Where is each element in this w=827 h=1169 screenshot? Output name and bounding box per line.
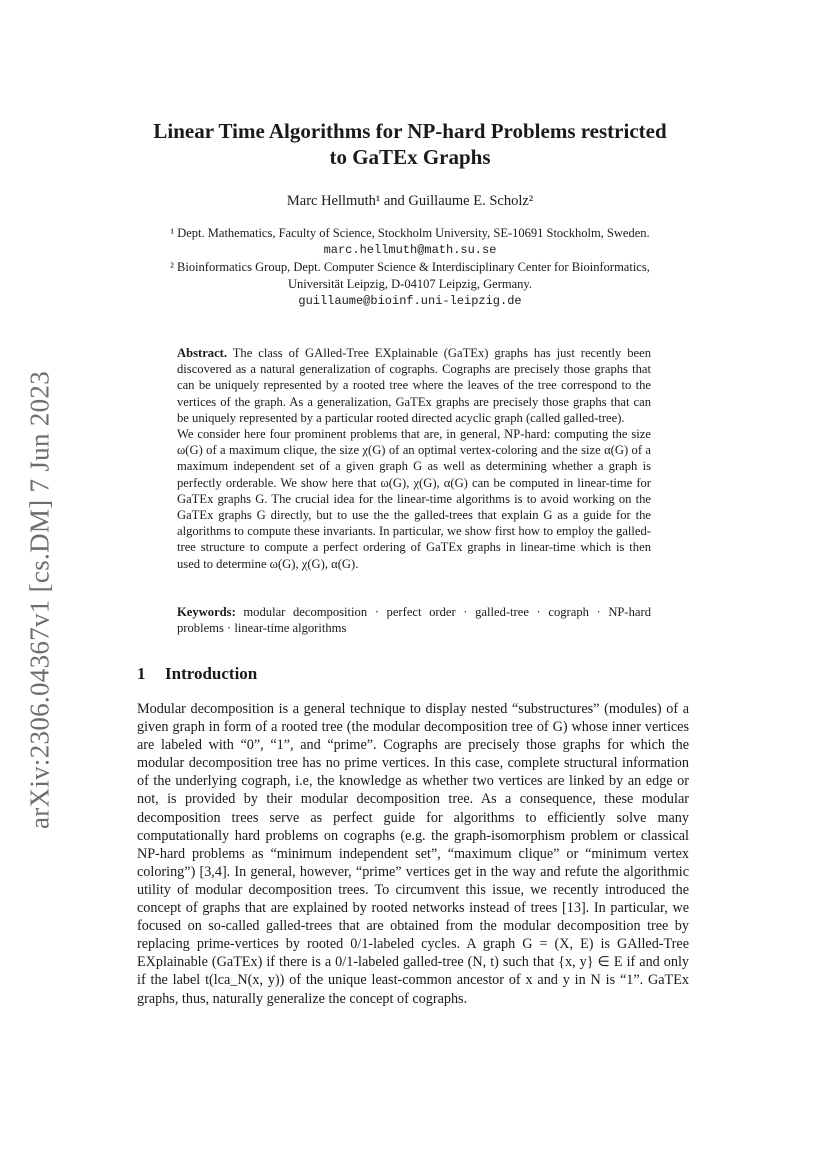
affiliations <box>110 225 710 310</box>
keywords <box>177 604 651 636</box>
introduction-body <box>137 700 689 1008</box>
affiliation-2: ² Bioinformatics Group, Dept. Computer Science & Interdisciplinary Center for Bioinformatics, <box>170 260 650 274</box>
keywords-text: modular decomposition · perfect order · galled-tree · cograph · NP-hard problems · linear-time algorithms <box>177 605 651 636</box>
authors: Marc Hellmuth¹ and Guillaume E. Scholz² <box>286 193 534 209</box>
title-line-1: Linear Time Algorithms for NP-hard Problems restricted <box>153 119 667 143</box>
section-title: Introduction <box>165 664 258 683</box>
paper-title <box>110 118 710 170</box>
arxiv-sidebar <box>20 365 60 835</box>
affiliation-2-cont: Universität Leipzig, D-04107 Leipzig, Germany. <box>288 277 532 291</box>
abstract <box>177 345 651 572</box>
keywords-label: Keywords: <box>177 605 236 619</box>
affiliation-1: ¹ Dept. Mathematics, Faculty of Science, Stockholm University, SE-10691 Stockholm, Sweden. <box>170 226 650 240</box>
abstract-paragraph-1: The class of GAlled-Tree EXplainable (GaTEx) graphs has just recently been discovered as a natural generalization of cographs. Cographs are precisely those graphs that can be uniquely represented by a rooted tree where the leaves of the tree correspond to the vertices of the graph. As a generalization, GaTEx graphs are precisely those graphs that can be uniquely represented by a particular rooted directed acyclic graph (called galled-tree). <box>177 346 651 425</box>
abstract-label: Abstract. <box>177 346 228 360</box>
affiliation-2-email: guillaume@bioinf.uni-leipzig.de <box>298 294 522 308</box>
arxiv-identifier: arXiv:2306.04367v1 [cs.DM] 7 Jun 2023 <box>24 370 55 830</box>
section-heading <box>137 664 257 684</box>
title-line-2: to GaTEx Graphs <box>329 145 491 169</box>
abstract-paragraph-2: We consider here four prominent problems that are, in general, NP-hard: computing the size ω(G) of a maximum clique, the size χ(G) of an optimal vertex-coloring and the size α(G) of a maximum independent set of a given graph G as well as determining whether a graph is perfectly orderable. We show here that ω(G), χ(G), α(G) can be computed in linear-time for GaTEx graphs G. The crucial idea for the linear-time algorithms is to avoid working on the GaTEx graphs G directly, but to use the the galled-trees that explain G as a guide for the algorithms to compute these invariants. In particular, we show first how to employ the galled-tree structure to compute a perfect ordering of GaTEx graphs in linear-time which is then used to determine ω(G), χ(G), α(G). <box>177 427 651 571</box>
introduction-paragraph: Modular decomposition is a general technique to display nested “substructures” (modules) of a given graph in form of a rooted tree (the modular decomposition tree of G) whose inner vertices are labeled with “0”, “1”, and “prime”. Cographs are precisely those graphs for which the modular decomposition tree has no prime vertices. In this case, complete structural information of the underlying cograph, i.e, the knowledge as whether two vertices are linked by an edge or not, is provided by their modular decomposition tree. As a consequence, these modular decomposition trees serve as perfect guide for algorithms to efficiently solve many computationally hard problems on cographs (e.g. the graph-isomorphism problem or classical NP-hard problems as “minimum independent set”, “maximum clique” or “minimum vertex coloring”) [3,4]. In general, however, “prime” vertices get in the way and refute the algorithmic utility of modular decomposition trees. To circumvent this issue, we recently introduced the concept of graphs that are explained by rooted networks instead of trees [13]. In particular, we focused on so-called galled-trees that are obtained from the modular decomposition tree by replacing prime-vertices by rooted 0/1-labeled cycles. A graph G = (X, E) is GAlled-Tree EXplainable (GaTEx) if there is a 0/1-labeled galled-tree (N, t) such that {x, y} ∈ E if and only if the label t(lca_N(x, y)) of the unique least-common ancestor of x and y in N is “1”. GaTEx graphs, thus, naturally generalize the concept of cographs. <box>137 701 689 1007</box>
affiliation-1-email: marc.hellmuth@math.su.se <box>323 243 497 257</box>
section-number: 1 <box>137 664 146 683</box>
